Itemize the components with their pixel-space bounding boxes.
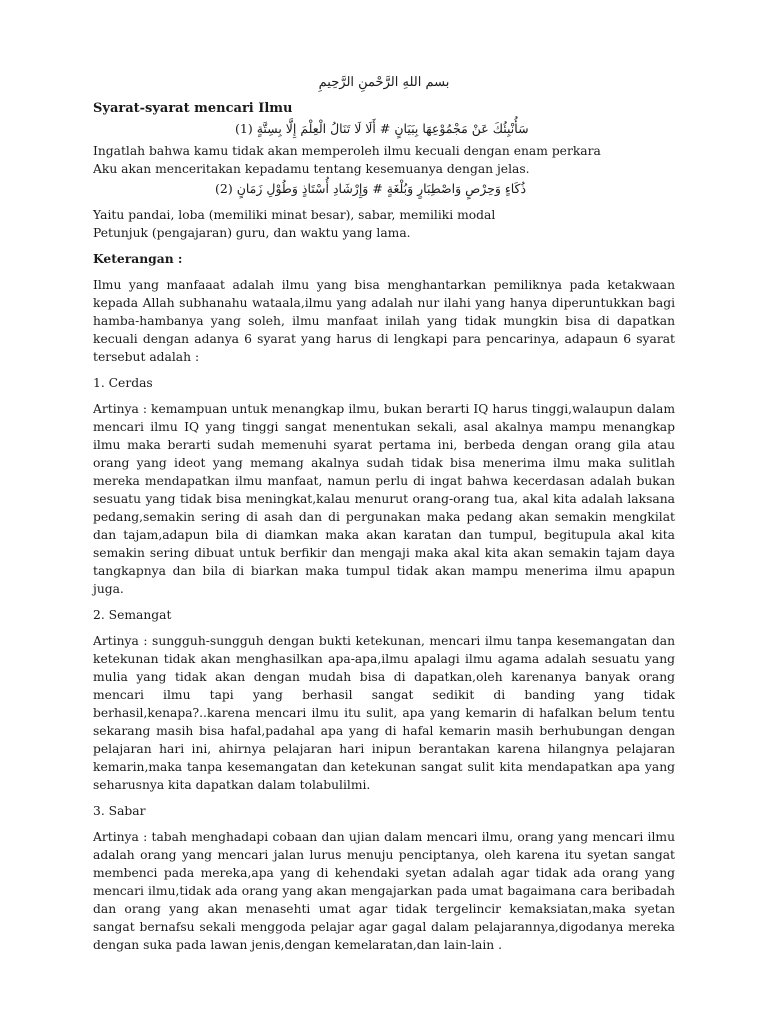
section-body-sabar: Artinya : tabah menghadapi cobaan dan ujian dalam mencari ilmu, orang yang mencari ilmu adalah orang yang mencari jalan lurus menuju penciptanya, oleh karena itu syetan sangat membenci pada mereka,apa yang di kehendaki syetan adalah agar tidak ada orang yang mencari ilmu,tidak ada orang yang akan mengajarkan pada umat bagaimana cara beribadah dan orang yang akan menasehti umat agar tidak tergelincir kemaksiatan,maka syetan sangat bernafsu sekali menggoda pelajar agar gagal dalam pelajarannya,digodanya mereka dengan suka pada lawan jenis,dengan kemelaratan,dan lain-lain . [93, 830, 675, 952]
meaning-line-2: Petunjuk (pengajaran) guru, dan waktu yang lama. [93, 226, 411, 240]
document-title: Syarat-syarat mencari Ilmu [93, 101, 293, 116]
section-body-semangat: Artinya : sungguh-sungguh dengan bukti ketekunan, mencari ilmu tanpa kesemangatan dan ketekunan tidak akan menghasilkan apa-apa,ilmu apalagi ilmu agama adalah sesuatu yang mulia yang tidak akan dengan mudah bisa di dapatkan,oleh karenanya banyak orang mencari ilmu tapi yang berhasil sangat sedikit di banding yang tidak berhasil,kenapa?..karena mencari ilmu itu sulit, apa yang kemarin di hafalkan belum tentu sekarang masih bisa hafal,padahal apa yang di hafal kemarin masih berhubungan dengan pelajaran hari ini, ahirnya pelajaran hari inipun berantakan karena hilangnya pelajaran kemarin,maka tanpa kesemangatan dan ketekunan sangat sulit kita mendapatkan apa yang seharusnya kita dapatkan dalam tolabulilmi. [93, 634, 675, 792]
intro-line-1: Ingatlah bahwa kamu tidak akan memperoleh ilmu kecuali dengan enam perkara [93, 144, 601, 158]
section-heading-semangat: 2. Semangat [93, 608, 172, 622]
document-page [93, 74, 675, 954]
section-heading-cerdas: 1. Cerdas [93, 376, 153, 390]
keterangan-label: Keterangan : [93, 251, 183, 266]
keterangan-paragraph: Ilmu yang manfaaat adalah ilmu yang bisa menghantarkan pemiliknya pada ketakwaan kepada Allah subhanahu wataala,ilmu yang adalah nur ilahi yang hanya diperuntukkan bagi hamba-hambanya yang soleh, ilmu manfaat inilah yang tidak mungkin bisa di dapatkan kecuali dengan adanya 6 syarat yang harus di lengkapi para pencarinya, adapaun 6 syarat tersebut adalah : [93, 278, 675, 364]
section-heading-sabar: 3. Sabar [93, 804, 146, 818]
arabic-verse-1: سَأُنْبِئُكَ عَنْ مَجْمُوْعِهَا بِبَيَانٍ # أَلَا لَا تَنَالُ الْعِلْمَ إِلَّا بِسِتَّةٍ (1) [235, 121, 529, 136]
meaning-line-1: Yaitu pandai, loba (memiliki minat besar), sabar, memiliki modal [93, 208, 496, 222]
intro-line-2: Aku akan menceritakan kepadamu tentang kesemuanya dengan jelas. [93, 162, 530, 176]
arabic-verse-2: ذُكَاءٍ وَحِرْصٍ وَاصْطِبَارٍ وَبُلْغَةٍ # وَإِرْشَادِ أُسْتَاذٍ وَطُوْلِ زَمَانٍ (2) [215, 181, 527, 196]
basmalah: بسم اللهِ الرَّحْمنِ الرَّحِيمِ [318, 75, 450, 90]
section-body-cerdas: Artinya : kemampuan untuk menangkap ilmu, bukan berarti IQ harus tinggi,walaupun dalam mencari ilmu IQ yang tinggi sangat menentukan sekali, asal akalnya mampu menangkap ilmu maka berarti sudah memenuhi syarat pertama ini, berbeda dengan orang gila atau orang yang ideot yang memang akalnya sudah tidak bisa menerima ilmu maka sulitlah mereka mendapatkan ilmu manfaat, namun perlu di ingat bahwa kecerdasan adalah bukan sesuatu yang tidak bisa meningkat,kalau menurut orang-orang tua, akal kita adalah laksana pedang,semakin sering di asah dan di pergunakan maka pedang akan semakin mengkilat dan tajam,adapun bila di diamkan maka akan karatan dan tumpul, begitupula akal kita semakin sering dibuat untuk berfikir dan mengaji maka akal kita akan semakin tajam daya tangkapnya dan bila di biarkan maka tumpul tidak akan mampu menerima ilmu apapun juga. [93, 402, 675, 596]
